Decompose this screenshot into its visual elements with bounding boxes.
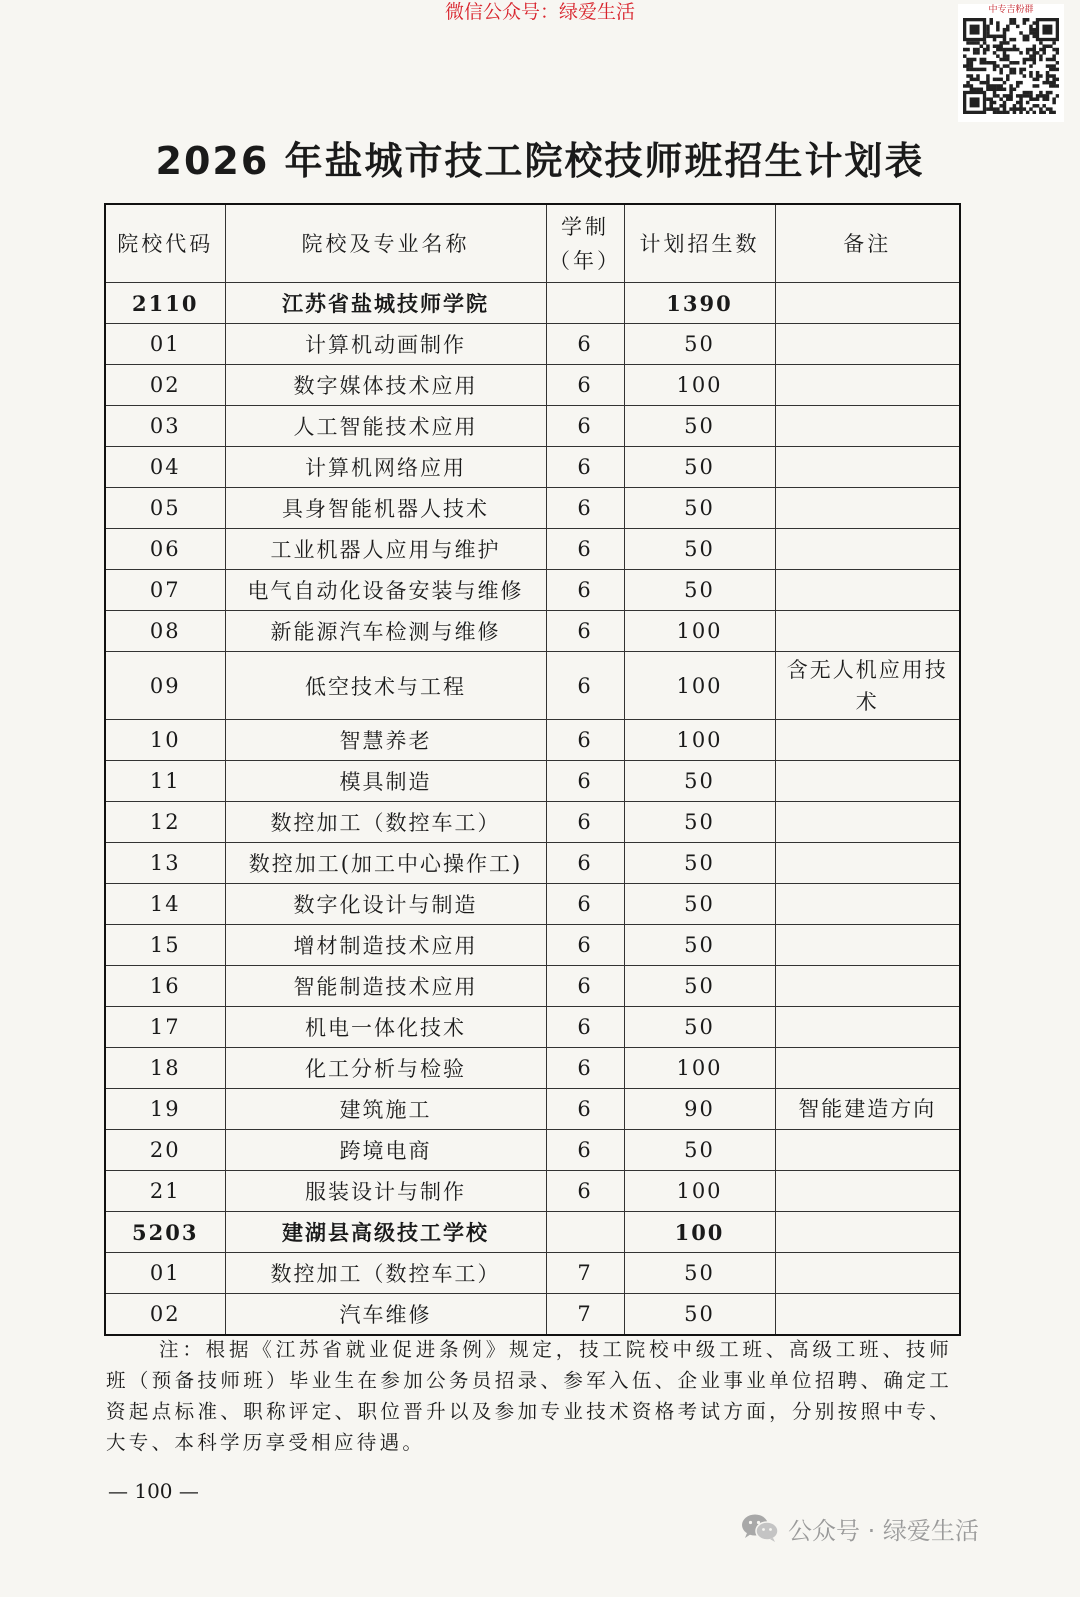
- school-row: [105, 1212, 960, 1253]
- table-row: [105, 1007, 960, 1048]
- table-row: [105, 720, 960, 761]
- cell-quota: 90: [624, 1089, 775, 1130]
- cell-quota: 50: [624, 884, 775, 925]
- cell-name: 智能制造技术应用: [225, 966, 546, 1007]
- cell-name: 模具制造: [225, 761, 546, 802]
- cell-name: 数字化设计与制造: [225, 884, 546, 925]
- table-row: [105, 1048, 960, 1089]
- cell-remark: [775, 1294, 960, 1335]
- cell-remark: [775, 324, 960, 365]
- cell-code: 04: [105, 447, 225, 488]
- cell-remark: 含无人机应用技术: [775, 652, 960, 720]
- cell-remark: [775, 1171, 960, 1212]
- table-row: [105, 761, 960, 802]
- cell-code: 20: [105, 1130, 225, 1171]
- cell-name: 建筑施工: [225, 1089, 546, 1130]
- cell-years: 6: [546, 1171, 624, 1212]
- cell-code: 21: [105, 1171, 225, 1212]
- table-row: [105, 488, 960, 529]
- cell-remark: [775, 447, 960, 488]
- page-title: 2026 年盐城市技工院校技师班招生计划表: [155, 139, 925, 183]
- cell-code: 09: [105, 652, 225, 720]
- table-row: [105, 652, 960, 720]
- cell-years: 6: [546, 1089, 624, 1130]
- header-code: 院校代码: [105, 204, 225, 283]
- cell-years: 6: [546, 652, 624, 720]
- table-row: [105, 611, 960, 652]
- table-row: [105, 925, 960, 966]
- cell-code: 10: [105, 720, 225, 761]
- cell-code: 5203: [105, 1212, 225, 1253]
- cell-remark: [775, 925, 960, 966]
- cell-name: 数控加工(加工中心操作工): [225, 843, 546, 884]
- cell-name: 电气自动化设备安装与维修: [225, 570, 546, 611]
- cell-quota: 100: [624, 611, 775, 652]
- cell-years: 6: [546, 611, 624, 652]
- cell-code: 2110: [105, 283, 225, 324]
- cell-remark: [775, 884, 960, 925]
- table-row: [105, 570, 960, 611]
- top-watermark: 微信公众号：绿爱生活: [444, 1, 635, 23]
- cell-years: 6: [546, 843, 624, 884]
- wechat-icon: [740, 1512, 780, 1544]
- table-row: [105, 406, 960, 447]
- cell-years: 6: [546, 1007, 624, 1048]
- cell-remark: [775, 966, 960, 1007]
- table-row: [105, 966, 960, 1007]
- qr-code: [958, 4, 1064, 122]
- table-row: [105, 1130, 960, 1171]
- cell-years: 6: [546, 488, 624, 529]
- cell-code: 06: [105, 529, 225, 570]
- cell-quota: 100: [624, 1171, 775, 1212]
- cell-years: [546, 1212, 624, 1253]
- cell-name: 计算机动画制作: [225, 324, 546, 365]
- cell-remark: [775, 406, 960, 447]
- cell-years: 6: [546, 529, 624, 570]
- cell-years: 6: [546, 966, 624, 1007]
- footer-watermark-text: 公众号 · 绿爱生活: [788, 1516, 979, 1545]
- cell-quota: 50: [624, 1007, 775, 1048]
- cell-remark: 智能建造方向: [775, 1089, 960, 1130]
- table-header-row: [105, 204, 960, 283]
- cell-quota: 50: [624, 447, 775, 488]
- cell-quota: 50: [624, 488, 775, 529]
- cell-remark: [775, 843, 960, 884]
- cell-name: 化工分析与检验: [225, 1048, 546, 1089]
- cell-years: 6: [546, 884, 624, 925]
- cell-name: 机电一体化技术: [225, 1007, 546, 1048]
- cell-name: 人工智能技术应用: [225, 406, 546, 447]
- cell-remark: [775, 283, 960, 324]
- table-row: [105, 324, 960, 365]
- cell-name: 数字媒体技术应用: [225, 365, 546, 406]
- cell-years: 6: [546, 1130, 624, 1171]
- cell-years: 7: [546, 1294, 624, 1335]
- cell-quota: 50: [624, 1130, 775, 1171]
- cell-code: 03: [105, 406, 225, 447]
- cell-quota: 50: [624, 1253, 775, 1294]
- table-row: [105, 1089, 960, 1130]
- header-years: [546, 204, 624, 283]
- table-row: [105, 365, 960, 406]
- cell-quota: 50: [624, 1294, 775, 1335]
- cell-code: 02: [105, 1294, 225, 1335]
- cell-remark: [775, 365, 960, 406]
- cell-remark: [775, 529, 960, 570]
- cell-years: 7: [546, 1253, 624, 1294]
- cell-code: 15: [105, 925, 225, 966]
- table-body: [105, 283, 960, 1335]
- enrollment-plan-table: [104, 203, 961, 1336]
- cell-years: 6: [546, 406, 624, 447]
- table-row: [105, 1171, 960, 1212]
- cell-remark: [775, 1253, 960, 1294]
- cell-code: 08: [105, 611, 225, 652]
- cell-quota: 50: [624, 925, 775, 966]
- cell-quota: 50: [624, 761, 775, 802]
- cell-years: 6: [546, 802, 624, 843]
- cell-remark: [775, 802, 960, 843]
- cell-quota: 50: [624, 406, 775, 447]
- cell-quota: 50: [624, 529, 775, 570]
- cell-quota: 50: [624, 324, 775, 365]
- cell-name: 建湖县高级技工学校: [225, 1212, 546, 1253]
- cell-name: 汽车维修: [225, 1294, 546, 1335]
- cell-code: 05: [105, 488, 225, 529]
- cell-name: 数控加工（数控车工）: [225, 802, 546, 843]
- cell-name: 服装设计与制作: [225, 1171, 546, 1212]
- cell-quota: 50: [624, 570, 775, 611]
- cell-code: 17: [105, 1007, 225, 1048]
- cell-years: 6: [546, 365, 624, 406]
- cell-remark: [775, 1048, 960, 1089]
- table-row: [105, 529, 960, 570]
- cell-remark: [775, 488, 960, 529]
- cell-remark: [775, 611, 960, 652]
- qr-caption: 中专吉粉群: [988, 5, 1034, 15]
- cell-code: 14: [105, 884, 225, 925]
- header-name: 院校及专业名称: [225, 204, 546, 283]
- cell-remark: [775, 570, 960, 611]
- cell-code: 02: [105, 365, 225, 406]
- cell-years: 6: [546, 761, 624, 802]
- cell-code: 12: [105, 802, 225, 843]
- cell-name: 智慧养老: [225, 720, 546, 761]
- cell-code: 07: [105, 570, 225, 611]
- cell-quota: 100: [624, 1048, 775, 1089]
- footnote: 注：根据《江苏省就业促进条例》规定，技工院校中级工班、高级工班、技师班（预备技师班）毕业生在参加公务员招录、参军入伍、企业事业单位招聘、确定工资起点标准、职称评定、职位晋升以及参加专业技术资格考试方面，分别按照中专、大专、本科学历享受相应待遇。: [106, 1338, 952, 1454]
- cell-quota: 100: [624, 652, 775, 720]
- table-row: [105, 843, 960, 884]
- cell-code: 13: [105, 843, 225, 884]
- cell-name: 新能源汽车检测与维修: [225, 611, 546, 652]
- cell-years: 6: [546, 720, 624, 761]
- cell-quota: 50: [624, 802, 775, 843]
- cell-code: 01: [105, 1253, 225, 1294]
- table-row: [105, 802, 960, 843]
- table-row: [105, 447, 960, 488]
- cell-years: 6: [546, 324, 624, 365]
- header-years-line1: 学制: [561, 214, 609, 239]
- cell-name: 具身智能机器人技术: [225, 488, 546, 529]
- cell-code: 18: [105, 1048, 225, 1089]
- cell-code: 16: [105, 966, 225, 1007]
- header-remark: 备注: [775, 204, 960, 283]
- cell-remark: [775, 1212, 960, 1253]
- table-row: [105, 884, 960, 925]
- cell-remark: [775, 1130, 960, 1171]
- cell-name: 工业机器人应用与维护: [225, 529, 546, 570]
- cell-code: 01: [105, 324, 225, 365]
- cell-code: 19: [105, 1089, 225, 1130]
- cell-remark: [775, 761, 960, 802]
- cell-name: 数控加工（数控车工）: [225, 1253, 546, 1294]
- cell-name: 增材制造技术应用: [225, 925, 546, 966]
- table-row: [105, 1294, 960, 1335]
- header-years-line2: （年）: [549, 248, 621, 273]
- page-number: — 100 —: [108, 1479, 199, 1503]
- cell-quota: 1390: [624, 283, 775, 324]
- cell-remark: [775, 720, 960, 761]
- cell-years: 6: [546, 447, 624, 488]
- header-quota: 计划招生数: [624, 204, 775, 283]
- cell-years: 6: [546, 1048, 624, 1089]
- footer-watermark: [740, 1511, 979, 1545]
- cell-remark: [775, 1007, 960, 1048]
- table-row: [105, 1253, 960, 1294]
- cell-years: 6: [546, 925, 624, 966]
- school-row: [105, 283, 960, 324]
- cell-quota: 50: [624, 843, 775, 884]
- cell-quota: 100: [624, 720, 775, 761]
- cell-years: 6: [546, 570, 624, 611]
- cell-quota: 100: [624, 365, 775, 406]
- cell-quota: 100: [624, 1212, 775, 1253]
- cell-quota: 50: [624, 966, 775, 1007]
- cell-name: 计算机网络应用: [225, 447, 546, 488]
- cell-name: 跨境电商: [225, 1130, 546, 1171]
- cell-code: 11: [105, 761, 225, 802]
- cell-years: [546, 283, 624, 324]
- cell-name: 低空技术与工程: [225, 652, 546, 720]
- cell-name: 江苏省盐城技师学院: [225, 283, 546, 324]
- qr-code-image: [963, 18, 1059, 114]
